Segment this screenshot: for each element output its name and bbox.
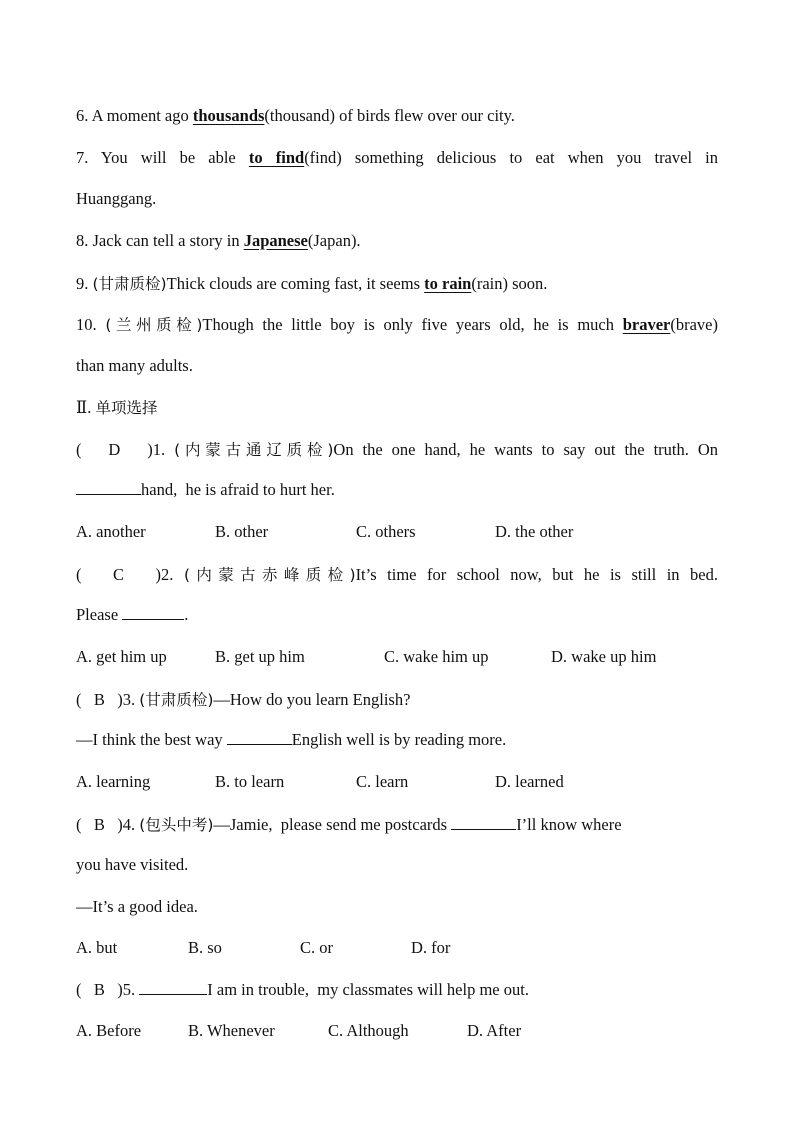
question-number: 10. — [76, 315, 97, 334]
answer-text: to find — [248, 148, 305, 167]
question-text: —How do you learn English? — [213, 690, 411, 709]
question-9 — [76, 274, 547, 294]
section-title: 单项选择 — [95, 399, 158, 417]
question-number: )1. — [147, 440, 166, 459]
question-text: (find) something delicious to eat when you travel in — [304, 148, 718, 167]
paren: ( — [76, 565, 82, 584]
mc-answer: D — [108, 440, 121, 459]
option-a: A. but — [76, 938, 118, 957]
mc-question-1 — [76, 440, 718, 460]
section-numeral: Ⅱ. — [76, 398, 92, 417]
question-number: 7. — [76, 148, 89, 167]
mc-answer: C — [113, 565, 125, 584]
answer-text: thousands — [192, 106, 265, 125]
option-c: C. wake him up — [384, 647, 489, 666]
source-tag: (甘肃质检) — [92, 275, 167, 293]
question-7-continued: Huanggang. — [76, 189, 157, 208]
question-number: )5. — [117, 980, 136, 999]
question-text: Though the little boy is only five years old, he is much — [202, 315, 623, 334]
question-number: 6. — [76, 106, 89, 125]
option-a: A. Before — [76, 1021, 142, 1040]
option-c: C. others — [356, 522, 416, 541]
question-text: English well is by reading more. — [291, 730, 507, 749]
option-b: B. to learn — [215, 772, 285, 791]
question-text: (rain) soon. — [471, 274, 548, 293]
paren: ( — [76, 690, 82, 709]
option-c: C. or — [300, 938, 333, 957]
question-text: On the one hand, he wants to say out the truth. On — [333, 440, 718, 459]
mc-answer: B — [93, 690, 105, 709]
option-a: A. another — [76, 522, 146, 541]
question-text: (Japan). — [307, 231, 361, 250]
question-text: (brave) — [670, 315, 718, 334]
option-b: B. Whenever — [188, 1021, 275, 1040]
question-text: . — [184, 605, 189, 624]
mc-question-1-continued — [76, 480, 335, 500]
question-number: 9. — [76, 274, 89, 293]
question-text: Jack can tell a story in — [92, 231, 244, 250]
answer-blank — [451, 815, 516, 830]
paren: ( — [76, 815, 82, 834]
question-text: —I think the best way — [76, 730, 227, 749]
question-text: —Jamie, please send me postcards — [213, 815, 452, 834]
question-number: )2. — [155, 565, 174, 584]
question-text: You will be able — [100, 148, 249, 167]
option-c: C. Although — [328, 1021, 409, 1040]
mc-answer: B — [93, 980, 105, 999]
mc-question-3 — [76, 690, 410, 710]
question-6 — [76, 106, 515, 126]
question-text: A moment ago — [91, 106, 193, 125]
question-number: )3. — [117, 690, 136, 709]
mc-answer: B — [93, 815, 105, 834]
question-10 — [76, 315, 718, 335]
option-d: D. the other — [495, 522, 574, 541]
option-c: C. learn — [356, 772, 409, 791]
answer-text: braver — [622, 315, 671, 334]
question-text: hand, he is afraid to hurt her. — [141, 480, 335, 499]
question-text: (thousand) of birds flew over our city. — [264, 106, 515, 125]
answer-blank — [227, 730, 292, 745]
source-tag: (甘肃质检) — [139, 691, 214, 709]
question-number: )4. — [117, 815, 136, 834]
mc-question-4-reply: —It’s a good idea. — [76, 897, 198, 916]
question-8 — [76, 231, 361, 251]
answer-blank — [76, 480, 141, 495]
option-b: B. other — [215, 522, 269, 541]
answer-blank — [139, 980, 207, 995]
question-text: It’s time for school now, but he is still in bed. — [355, 565, 719, 584]
mc-question-3-continued — [76, 730, 506, 750]
source-tag: (内蒙古通辽质检) — [174, 441, 334, 459]
mc-question-4 — [76, 815, 622, 835]
option-b: B. get up him — [215, 647, 305, 666]
option-d: D. wake up him — [551, 647, 657, 666]
paren: ( — [76, 980, 82, 999]
option-b: B. so — [188, 938, 222, 957]
source-tag: (兰州质检) — [105, 316, 203, 334]
question-text: I am in trouble, my classmates will help me out. — [207, 980, 529, 999]
source-tag: (内蒙古赤峰质检) — [183, 566, 356, 584]
mc-question-5 — [76, 980, 529, 1000]
option-a: A. get him up — [76, 647, 167, 666]
mc-question-2-continued — [76, 605, 188, 625]
option-a: A. learning — [76, 772, 151, 791]
question-text: I’ll know where — [516, 815, 622, 834]
answer-text: to rain — [424, 274, 472, 293]
section-heading — [76, 398, 157, 418]
question-7 — [76, 148, 718, 168]
source-tag: (包头中考) — [139, 816, 214, 834]
option-d: D. After — [467, 1021, 522, 1040]
question-number: 8. — [76, 231, 89, 250]
question-text: Thick clouds are coming fast, it seems — [166, 274, 425, 293]
option-d: D. learned — [495, 772, 564, 791]
mc-question-2 — [76, 565, 718, 585]
question-10-continued: than many adults. — [76, 356, 193, 375]
answer-blank — [122, 605, 184, 620]
mc-question-4-continued: you have visited. — [76, 855, 189, 874]
option-d: D. for — [411, 938, 451, 957]
paren: ( — [76, 440, 82, 459]
question-text: Please — [76, 605, 119, 624]
answer-text: Japanese — [243, 231, 308, 250]
